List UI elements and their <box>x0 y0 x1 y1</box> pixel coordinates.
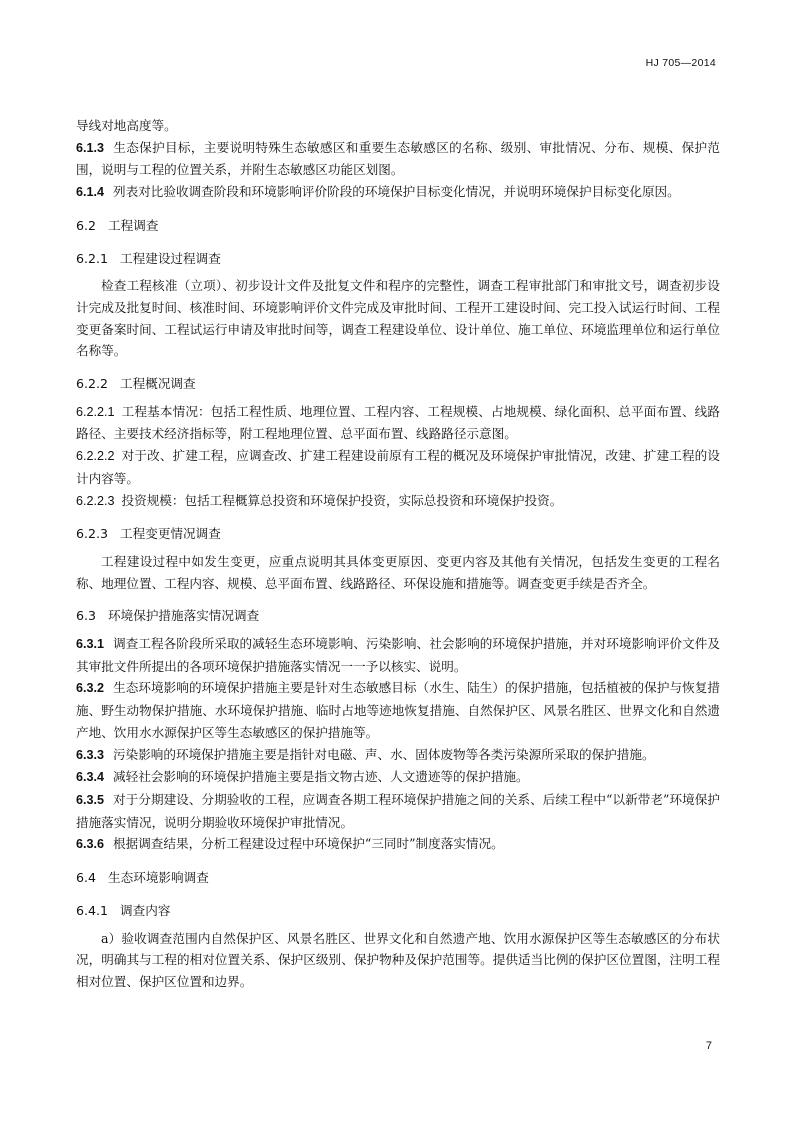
clause-text: 对于分期建设、分期验收的工程，应调查各期工程环境保护措施之间的关系、后续工程中“以新带老”环境保护措施落实情况，说明分期验收环境保护审批情况。 <box>76 791 720 830</box>
clause-number: 6.2.2.2 <box>76 449 115 464</box>
clause-text: 投资规模：包括工程概算总投资和环境保护投资，实际总投资和环境保护投资。 <box>121 492 563 508</box>
clause-number: 6.1.3 <box>76 140 105 155</box>
clause-6-2-2-1 <box>76 401 720 445</box>
clause-6-2-2-3 <box>76 490 720 513</box>
clause-number: 6.3.2 <box>76 681 105 696</box>
paragraph-6-4-1-a: a）验收调查范围内自然保护区、风景名胜区、世界文化和自然遗产地、饮用水源保护区等生态敏感区的分布状况，明确其与工程的相对位置关系、保护区级别、保护物种及保护范围等。提供适当比例的保护区位置图，注明工程相对位置、保护区位置和边界。 <box>76 930 720 989</box>
clause-6-3-1 <box>76 633 720 677</box>
clause-6-3-5 <box>76 789 720 833</box>
clause-number: 6.3.6 <box>76 837 105 852</box>
clause-text: 列表对比验收调查阶段和环境影响评价阶段的环境保护目标变化情况，并说明环境保护目标变化原因。 <box>113 184 680 200</box>
clause-number: 6.1.4 <box>76 185 105 200</box>
section-heading-6-2-3: 6.2.3 工程变更情况调查 <box>76 526 221 542</box>
section-heading-6-2: 6.2 工程调查 <box>76 217 159 233</box>
clause-text: 生态保护目标，主要说明特殊生态敏感区和重要生态敏感区的名称、级别、审批情况、分布、规模、保护范围，说明与工程的位置关系，并附生态敏感区功能区划图。 <box>76 139 720 178</box>
clause-number: 6.3.4 <box>76 770 105 785</box>
clause-6-3-2 <box>76 677 720 743</box>
clause-number: 6.3.1 <box>76 637 105 652</box>
clause-text: 对于改、扩建工程，应调查改、扩建工程建设前原有工程的概况及环境保护审批情况，改建、扩建工程的设计内容等。 <box>76 448 720 486</box>
clause-6-1-4 <box>76 181 720 204</box>
paragraph-6-2-1: 检查工程核准（立项）、初步设计文件及批复文件和程序的完整性，调查工程审批部门和审批文号，调查初步设计完成及批复时间、核准时间、环境影响评价文件完成及审批时间、工程开工建设时间、完工投入试运行时间、工程变更备案时间、工程试运行申请及审批时间等，调查工程建设单位、设计单位、施工单位、环境监理单位和运行单位名称等。 <box>76 278 720 359</box>
clause-6-1-3 <box>76 137 720 181</box>
clause-6-3-3 <box>76 744 720 767</box>
clause-text: 污染影响的环境保护措施主要是指针对电磁、声、水、固体废物等各类污染源所采取的保护措施。 <box>113 746 655 762</box>
clause-number: 6.3.3 <box>76 747 105 762</box>
clause-text: 减轻社会影响的环境保护措施主要是指文物古迹、人文遗迹等的保护措施。 <box>113 769 529 785</box>
section-heading-6-2-1: 6.2.1 工程建设过程调查 <box>76 250 221 266</box>
clause-6-2-2-2 <box>76 445 720 489</box>
section-heading-6-4: 6.4 生态环境影响调查 <box>76 870 209 886</box>
clause-number: 6.3.5 <box>76 792 105 807</box>
paragraph-6-2-3: 工程建设过程中如发生变更，应重点说明其具体变更原因、变更内容及其他有关情况，包括发生变更的工程名称、地理位置、工程内容、规模、总平面布置、线路路径、环保设施和措施等。调查变更手续是否齐全。 <box>76 553 720 591</box>
clause-6-3-4 <box>76 766 720 789</box>
clause-text: 生态环境影响的环境保护措施主要是针对生态敏感目标（水生、陆生）的保护措施，包括植被的保护与恢复措施、野生动物保护措施、水环境保护措施、临时占地等迹地恢复措施、自然保护区、风景名胜区、世界文化和自然遗产地、饮用水水源保护区等生态敏感区的保护措施等。 <box>76 680 720 740</box>
section-heading-6-2-2: 6.2.2 工程概况调查 <box>76 376 196 392</box>
section-heading-6-4-1: 6.4.1 调查内容 <box>76 902 171 918</box>
clause-text: 根据调查结果，分析工程建设过程中环境保护“三同时”制度落实情况。 <box>113 836 504 852</box>
clause-number: 6.2.2.3 <box>76 493 115 508</box>
standard-code: HJ 705—2014 <box>645 57 716 69</box>
clause-number: 6.2.2.1 <box>76 404 115 419</box>
clause-text: 调查工程各阶段所采取的减轻生态环境影响、污染影响、社会影响的环境保护措施，并对环境影响评价文件及其审批文件所提出的各项环境保护措施落实情况一一予以核实、说明。 <box>76 636 720 674</box>
clause-6-3-6 <box>76 833 720 856</box>
clause-text: 工程基本情况：包括工程性质、地理位置、工程内容、工程规模、占地规模、绿化面积、总平面布置、线路路径、主要技术经济指标等，附工程地理位置、总平面布置、线路路径示意图。 <box>76 403 720 442</box>
section-heading-6-3: 6.3 环境保护措施落实情况调查 <box>76 608 260 624</box>
document-body <box>76 115 720 993</box>
page-number: 7 <box>705 1040 712 1052</box>
continuation-line: 导线对地高度等。 <box>76 118 177 133</box>
